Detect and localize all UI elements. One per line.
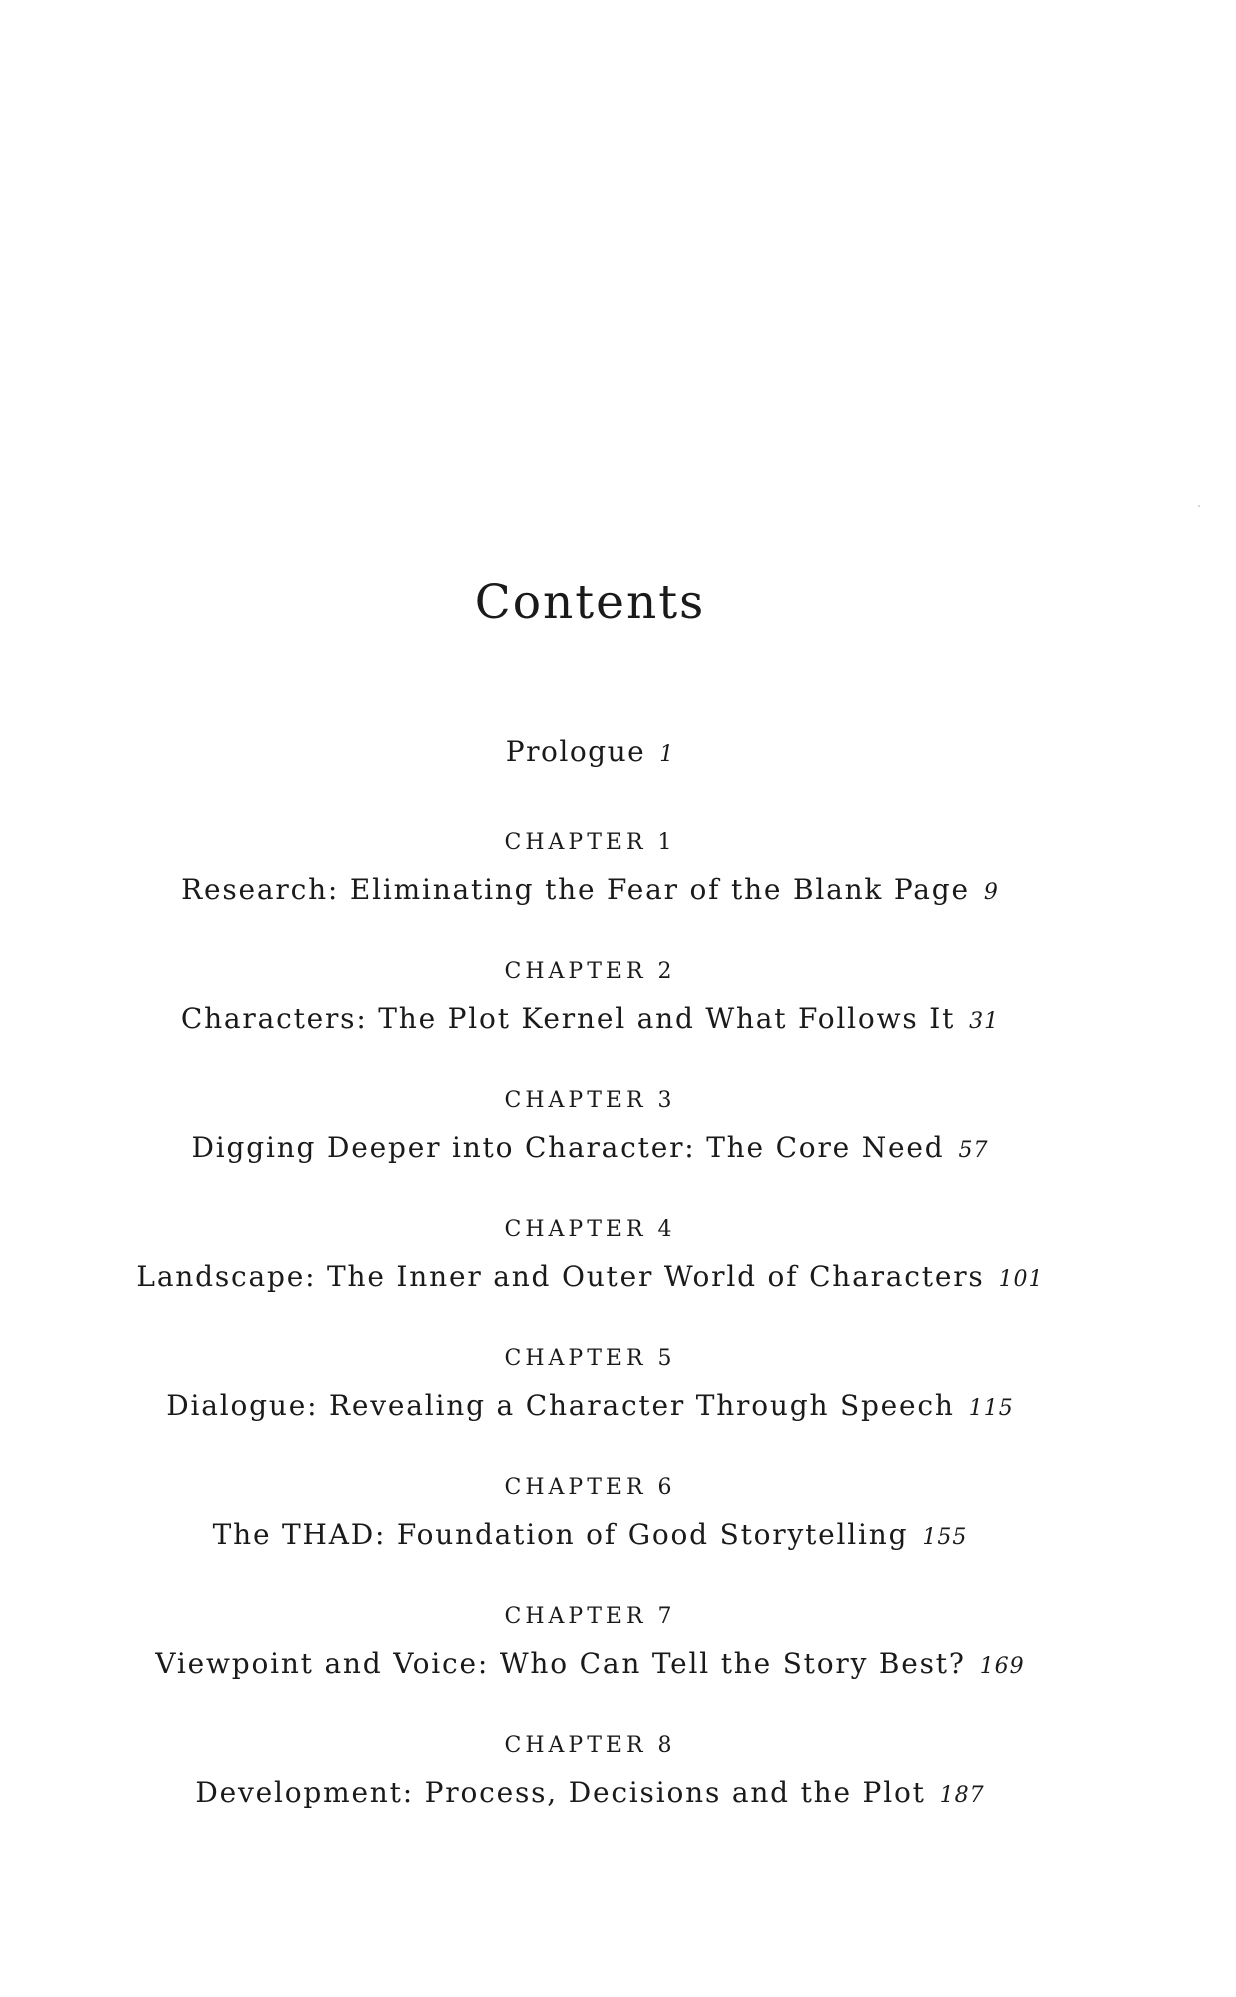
chapter-1-title: Research: Eliminating the Fear of the Blank Page (181, 873, 970, 906)
chapter-8-entry (0, 1775, 1180, 1814)
chapter-3-label: CHAPTER 3 (504, 1088, 676, 1113)
chapter-4-entry (0, 1259, 1180, 1298)
page-title: Contents (474, 575, 706, 630)
chapter-6-page-number: 155 (922, 1525, 968, 1550)
chapter-4-title: Landscape: The Inner and Outer World of Characters (136, 1260, 985, 1293)
chapter-2-page-number: 31 (969, 1009, 1000, 1034)
chapter-2-label: CHAPTER 2 (504, 959, 676, 984)
chapter-7-page-number: 169 (979, 1654, 1025, 1679)
chapter-7-entry (0, 1646, 1180, 1685)
chapter-4-label: CHAPTER 4 (504, 1217, 676, 1242)
chapter-3-title: Digging Deeper into Character: The Core Need (191, 1131, 945, 1164)
chapter-8-title: Development: Process, Decisions and the Plot (195, 1776, 926, 1809)
chapter-6-label: CHAPTER 6 (504, 1475, 676, 1500)
chapter-6-entry (0, 1517, 1180, 1556)
scan-speck (1198, 505, 1200, 507)
chapter-5-label: CHAPTER 5 (504, 1346, 676, 1371)
chapter-1-entry (0, 872, 1180, 911)
chapter-2-entry (0, 1001, 1180, 1040)
chapter-6-title: The THAD: Foundation of Good Storytelling (212, 1518, 909, 1551)
chapter-5-page-number: 115 (968, 1396, 1014, 1421)
chapter-3-page-number: 57 (958, 1138, 989, 1163)
table-of-contents (0, 735, 1180, 1860)
chapter-3-entry (0, 1130, 1180, 1169)
chapter-4-page-number: 101 (998, 1267, 1044, 1292)
chapter-7-label: CHAPTER 7 (504, 1604, 676, 1629)
chapter-2-title: Characters: The Plot Kernel and What Follows It (180, 1002, 956, 1035)
toc-entry-prologue (0, 735, 1180, 768)
prologue-title: Prologue (505, 735, 646, 768)
chapter-8-page-number: 187 (939, 1783, 985, 1808)
prologue-page-number: 1 (659, 742, 675, 767)
chapter-1-page-number: 9 (983, 880, 999, 905)
chapter-7-title: Viewpoint and Voice: Who Can Tell the Story Best? (155, 1647, 966, 1680)
chapter-5-entry (0, 1388, 1180, 1427)
chapter-8-label: CHAPTER 8 (504, 1733, 676, 1758)
chapter-5-title: Dialogue: Revealing a Character Through Speech (166, 1389, 955, 1422)
chapter-1-label: CHAPTER 1 (504, 830, 676, 855)
